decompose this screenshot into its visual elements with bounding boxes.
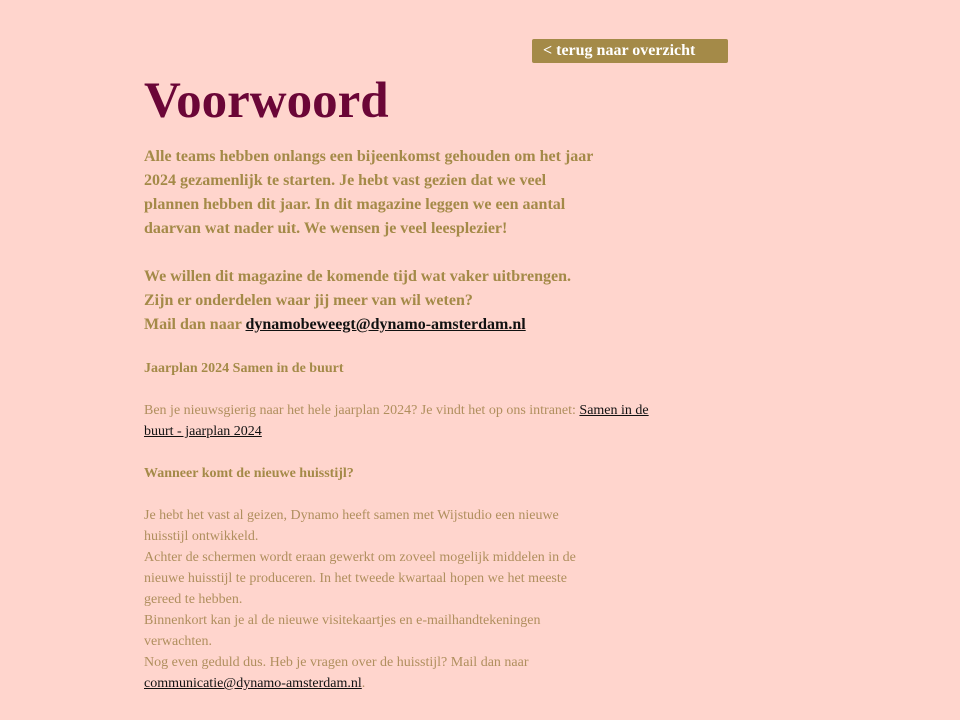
body-line-1: Je hebt het vast al geizen, Dynamo heeft samen met Wijstudio een nieuwe huisstijl ontwikkeld. (144, 508, 559, 544)
section-huisstijl (144, 463, 584, 694)
intro (144, 145, 594, 337)
mail-prefix: Mail dan naar (144, 316, 246, 333)
body-line-4 (144, 652, 584, 694)
intro-paragraph-1: Alle teams hebben onlangs een bijeenkomst gehouden om het jaar 2024 gezamenlijk te starten. Je hebt vast gezien dat we veel plannen hebben dit jaar. In dit magazine leggen we een aantal daarvan wat nader uit. We wensen je veel leesplezier! (144, 148, 594, 237)
period: . (361, 676, 366, 691)
dynamobeweegt-email-link[interactable]: dynamobeweegt@dynamo-amsterdam.nl (245, 316, 526, 333)
section-body (144, 505, 584, 694)
communicatie-email-link[interactable]: communicatie@dynamo-amsterdam.nl (144, 676, 362, 691)
page-title: Voorwoord (144, 73, 389, 129)
section-jaarplan (144, 358, 664, 442)
intro-line-1: We willen dit magazine de komende tijd wat vaker uitbrengen. (144, 268, 571, 285)
body-line-3: Binnenkort kan je al de nieuwe visitekaartjes en e-mailhandtekeningen verwachten. (144, 613, 541, 649)
section-body (144, 400, 664, 442)
intro-paragraph-2 (144, 265, 594, 337)
section-heading: Jaarplan 2024 Samen in de buurt (144, 361, 344, 376)
body-line-4-text: Nog even geduld dus. Heb je vragen over de huisstijl? Mail dan naar (144, 655, 529, 670)
back-to-overview-button[interactable]: < terug naar overzicht (532, 39, 728, 63)
jaarplan-link[interactable]: Samen in de buurt - jaarplan 2024 (144, 403, 649, 439)
section-body-text: Ben je nieuwsgierig naar het hele jaarplan 2024? Je vindt het op ons intranet: (144, 403, 580, 418)
section-heading: Wanneer komt de nieuwe huisstijl? (144, 466, 354, 481)
intro-line-3 (144, 313, 594, 337)
intro-line-2: Zijn er onderdelen waar jij meer van wil weten? (144, 292, 473, 309)
body-line-2: Achter de schermen wordt eraan gewerkt om zoveel mogelijk middelen in de nieuwe huisstijl te produceren. In het tweede kwartaal hopen we het meeste gereed te hebben. (144, 550, 576, 607)
